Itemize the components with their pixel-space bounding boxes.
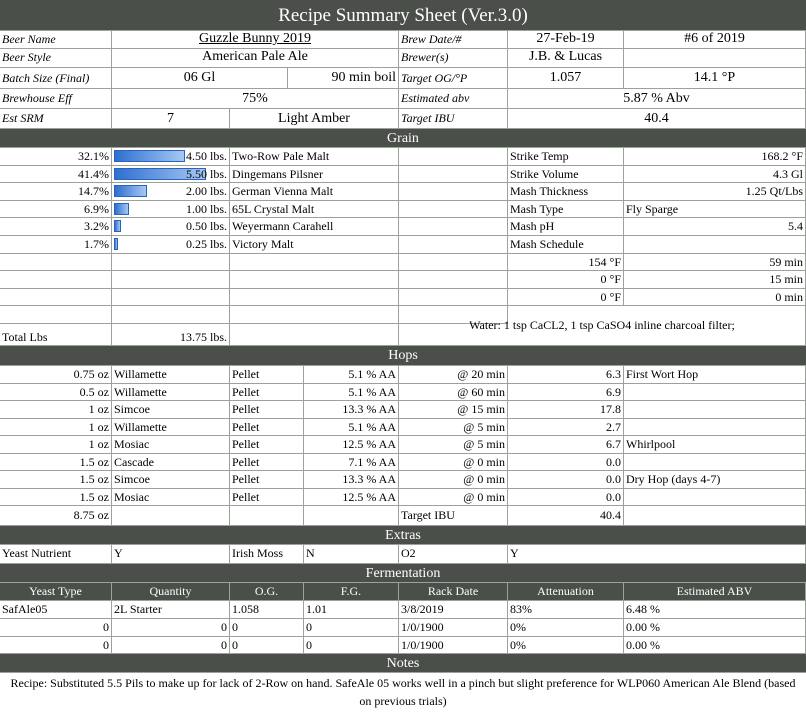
ferm-rack-date: 3/8/2019 [399,601,508,619]
grain-pct: 41.4% [0,166,112,183]
boil-time: 90 min boil [288,68,399,89]
mash-step-temp: 154 °F [508,254,624,271]
grain-pct: 3.2% [0,218,112,236]
hop-amount: 0.75 oz [0,366,112,384]
hop-ibu: 0.0 [508,489,624,506]
grain-weight-text: 1.00 lbs. [185,202,227,216]
fermentation-section-header: Fermentation [0,564,806,583]
hop-amount: 1.5 oz [0,471,112,489]
hop-ibu: 17.8 [508,401,624,419]
ferm-attenuation: 83% [508,601,624,619]
abv-label: Estimated abv [399,89,508,109]
grain-percent-bar [114,203,129,215]
ferm-yeast-type: 0 [0,637,112,654]
brewers-label: Brewer(s) [399,49,508,68]
ferm-og: 0 [230,637,304,654]
grain-pct [0,254,112,271]
hop-note: First Wort Hop [624,366,806,384]
ferm-rack-date: 1/0/1900 [399,619,508,637]
efficiency: 75% [112,89,399,109]
hop-amount: 1.5 oz [0,489,112,506]
hop-form: Pellet [230,436,304,454]
hop-note [624,419,806,436]
beer-style: American Pale Ale [112,49,399,68]
ferm-yeast-type: SafAle05 [0,601,112,619]
brew-date: 27-Feb-19 [508,31,624,49]
hop-time: @ 5 min [399,436,508,454]
grain-percent-bar [114,238,118,250]
hop-alpha: 5.1 % AA [304,384,399,401]
hops-section-header: Hops [0,346,806,366]
hops-spacer [304,506,399,526]
ferm-header-fg: F.G. [304,583,399,601]
mash-value: 1.25 Qt/Lbs [624,183,806,201]
ferm-fg: 0 [304,619,399,637]
hop-form: Pellet [230,454,304,471]
hop-note: Whirlpool [624,436,806,454]
grain-pct [0,271,112,289]
hop-name: Cascade [112,454,230,471]
hop-time: @ 20 min [399,366,508,384]
grain-pct: 32.1% [0,148,112,166]
hop-name: Willamette [112,419,230,436]
grain-percent-bar [114,150,185,162]
grain-section-header: Grain [0,129,806,148]
grain-name: 65L Crystal Malt [230,201,399,218]
hop-name: Simcoe [112,471,230,489]
grain-name: Weyermann Carahell [230,218,399,236]
grain-weight-text: 0.25 lbs. [185,237,227,251]
hop-form: Pellet [230,471,304,489]
grain-name [230,289,399,306]
hop-alpha: 13.3 % AA [304,401,399,419]
hop-name: Mosiac [112,489,230,506]
batch-size: 06 Gl [112,68,288,89]
ferm-header-estimated-abv: Estimated ABV [624,583,806,601]
grain-weight [112,218,230,236]
hops-spacer [112,506,230,526]
grain-total: 13.75 lbs. [112,324,230,346]
hops-total: 8.75 oz [0,506,112,526]
mash-value [624,236,806,254]
brew-date-label: Brew Date/# [399,31,508,49]
grain-weight-text: 5.50 lbs. [185,167,227,181]
grain-spacer [399,148,508,166]
estimated-abv: 5.87 % Abv [508,89,806,109]
srm-label: Est SRM [0,109,112,129]
grain-weight [112,166,230,183]
grain-weight-text: 4.50 lbs. [185,149,227,163]
grain-weight [112,148,230,166]
grain-pct: 6.9% [0,201,112,218]
grain-weight [112,271,230,289]
mash-value: 5.4 [624,218,806,236]
hop-time: @ 5 min [399,419,508,436]
hop-amount: 1.5 oz [0,454,112,471]
batch-size-label: Batch Size (Final) [0,68,112,89]
hop-time: @ 0 min [399,471,508,489]
grain-weight [112,236,230,254]
ferm-header-og: O.G. [230,583,304,601]
grain-spacer [399,201,508,218]
target-og: 1.057 [508,68,624,89]
ferm-header-yeast-type: Yeast Type [0,583,112,601]
hop-ibu: 6.3 [508,366,624,384]
mash-value: Fly Sparge [624,201,806,218]
grain-weight [112,306,230,324]
ferm-header-rack-date: Rack Date [399,583,508,601]
grain-percent-bar [114,185,147,197]
grain-weight-text: 2.00 lbs. [185,184,227,198]
ferm-og: 0 [230,619,304,637]
grain-spacer [399,271,508,289]
hops-spacer [230,506,304,526]
grain-name [230,271,399,289]
ferm-estimated-abv: 0.00 % [624,619,806,637]
ferm-quantity: 2L Starter [112,601,230,619]
grain-spacer [399,218,508,236]
hop-alpha: 7.1 % AA [304,454,399,471]
mash-label: Strike Temp [508,148,624,166]
ferm-og: 1.058 [230,601,304,619]
hop-alpha: 5.1 % AA [304,366,399,384]
beer-name-label: Beer Name [0,31,112,49]
mash-step-temp: 0 °F [508,289,624,306]
grain-weight-text: 0.50 lbs. [185,219,227,233]
extra-o2-value: Y [508,545,806,564]
ferm-yeast-type: 0 [0,619,112,637]
hop-ibu: 0.0 [508,471,624,489]
sheet-title: Recipe Summary Sheet (Ver.3.0) [0,0,806,31]
hop-note [624,489,806,506]
ferm-estimated-abv: 0.00 % [624,637,806,654]
grain-name: Dingemans Pilsner [230,166,399,183]
hop-form: Pellet [230,366,304,384]
target-og-label: Target OG/°P [399,68,508,89]
mash-label: Strike Volume [508,166,624,183]
efficiency-label: Brewhouse Eff [0,89,112,109]
hop-alpha: 13.3 % AA [304,471,399,489]
srm-value: 7 [112,109,230,129]
ferm-quantity: 0 [112,619,230,637]
hop-time: @ 15 min [399,401,508,419]
hop-name: Willamette [112,366,230,384]
grain-name: German Vienna Malt [230,183,399,201]
hops-ibu-label: Target IBU [399,506,508,526]
hop-ibu: 6.7 [508,436,624,454]
ferm-fg: 0 [304,637,399,654]
extra-o2-label: O2 [399,545,508,564]
ferm-attenuation: 0% [508,619,624,637]
hop-ibu: 2.7 [508,419,624,436]
ferm-fg: 1.01 [304,601,399,619]
grain-spacer [399,183,508,201]
ferm-estimated-abv: 6.48 % [624,601,806,619]
grain-pct: 1.7% [0,236,112,254]
grain-spacer [399,166,508,183]
grain-name [230,254,399,271]
mash-label: Mash pH [508,218,624,236]
hop-alpha: 5.1 % AA [304,419,399,436]
hop-ibu: 6.9 [508,384,624,401]
hop-time: @ 0 min [399,489,508,506]
mash-step-time: 0 min [624,289,806,306]
water-note: Water: 1 tsp CaCL2, 1 tsp CaSO4 inline charcoal filter; [399,306,806,346]
grain-name: Victory Malt [230,236,399,254]
mash-step-time: 15 min [624,271,806,289]
hop-amount: 1 oz [0,419,112,436]
hop-alpha: 12.5 % AA [304,489,399,506]
extra-irish-moss-value: N [304,545,399,564]
hop-name: Willamette [112,384,230,401]
hop-amount: 1 oz [0,436,112,454]
extra-yeast-nutrient-value: Y [112,545,230,564]
hop-form: Pellet [230,419,304,436]
grain-weight [112,201,230,218]
grain-weight [112,289,230,306]
extra-irish-moss-label: Irish Moss [230,545,304,564]
hop-time: @ 0 min [399,454,508,471]
hop-alpha: 12.5 % AA [304,436,399,454]
brewers: J.B. & Lucas [508,49,624,68]
hop-name: Simcoe [112,401,230,419]
hop-form: Pellet [230,401,304,419]
grain-pct: 14.7% [0,183,112,201]
hop-time: @ 60 min [399,384,508,401]
hop-note [624,454,806,471]
mash-value: 168.2 °F [624,148,806,166]
notes-section-header: Notes [0,654,806,673]
hop-ibu: 0.0 [508,454,624,471]
target-ibu-label: Target IBU [399,109,508,129]
grain-spacer [399,254,508,271]
hop-note [624,401,806,419]
ferm-header-attenuation: Attenuation [508,583,624,601]
grain-spacer [399,289,508,306]
mash-label: Mash Type [508,201,624,218]
grain-total-label: Total Lbs [0,324,112,346]
mash-step-time: 59 min [624,254,806,271]
hop-note [624,384,806,401]
ferm-attenuation: 0% [508,637,624,654]
grain-name: Two-Row Pale Malt [230,148,399,166]
beer-name: Guzzle Bunny 2019 [112,31,399,49]
grain-spacer [399,236,508,254]
header-empty-cell [624,49,806,68]
target-ibu: 40.4 [508,109,806,129]
hop-form: Pellet [230,384,304,401]
extras-section-header: Extras [0,526,806,545]
extra-yeast-nutrient-label: Yeast Nutrient [0,545,112,564]
hop-amount: 0.5 oz [0,384,112,401]
hop-note: Dry Hop (days 4-7) [624,471,806,489]
beer-style-label: Beer Style [0,49,112,68]
grain-percent-bar [114,220,121,232]
ferm-quantity: 0 [112,637,230,654]
mash-label: Mash Schedule [508,236,624,254]
grain-pct [0,306,112,324]
grain-name [230,306,399,324]
notes-text: Recipe: Substituted 5.5 Pils to make up for lack of 2-Row on hand. SafeAle 05 works well in a pinch but slight preference for WLP060 American Ale Blend (based on previous trials) [10,676,796,708]
srm-color: Light Amber [230,109,399,129]
grain-weight [112,254,230,271]
ferm-rack-date: 1/0/1900 [399,637,508,654]
mash-step-temp: 0 °F [508,271,624,289]
hops-spacer [624,506,806,526]
hop-name: Mosiac [112,436,230,454]
target-plato: 14.1 °P [624,68,806,89]
ferm-header-quantity: Quantity [112,583,230,601]
grain-total-spacer [230,324,399,346]
mash-label: Mash Thickness [508,183,624,201]
hop-amount: 1 oz [0,401,112,419]
grain-weight [112,183,230,201]
brew-number: #6 of 2019 [624,31,806,49]
mash-value: 4.3 Gl [624,166,806,183]
hops-ibu-total: 40.4 [508,506,624,526]
hop-form: Pellet [230,489,304,506]
grain-pct [0,289,112,306]
